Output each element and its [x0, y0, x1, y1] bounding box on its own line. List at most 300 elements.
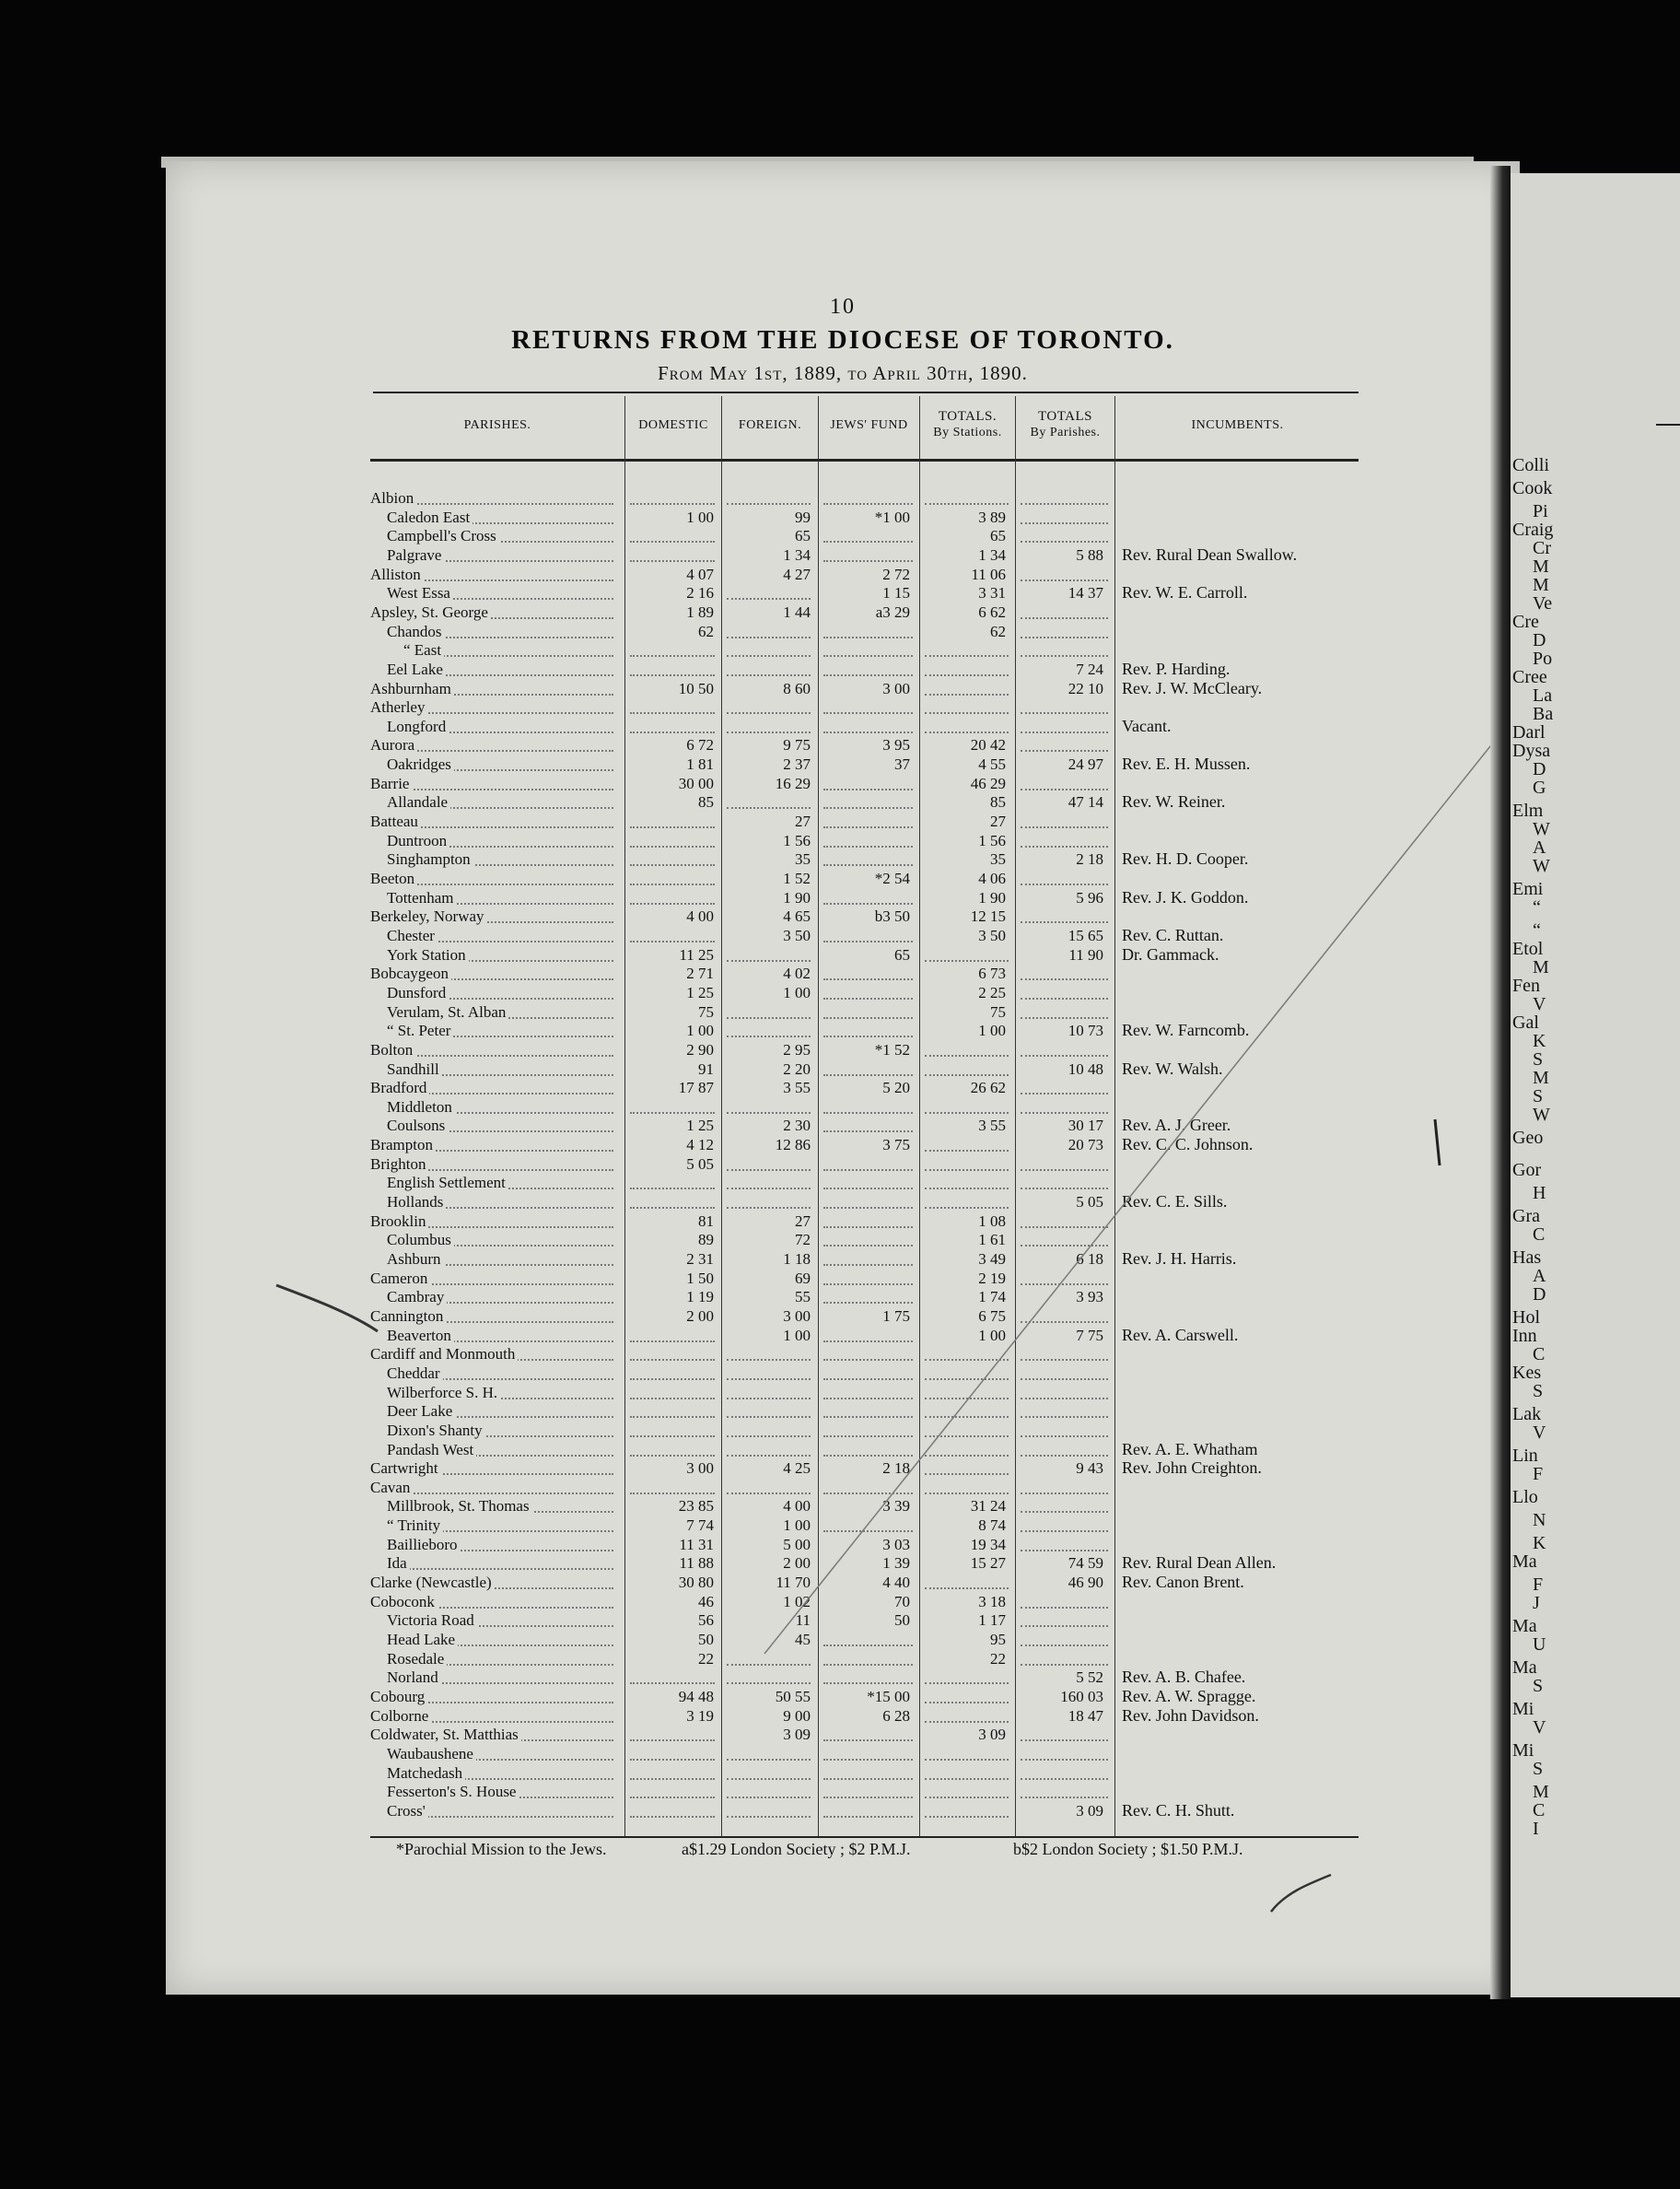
jews-value: *2 54 — [874, 870, 910, 887]
stations-value: 26 62 — [970, 1079, 1006, 1097]
parishes-value: 30 17 — [1068, 1117, 1103, 1135]
domestic-value: 10 50 — [678, 679, 714, 697]
jews-value: 2 18 — [882, 1459, 910, 1478]
parishes-value: 6 18 — [1076, 1250, 1103, 1268]
stations-value: 22 — [990, 1649, 1006, 1668]
domestic-value: 2 90 — [686, 1040, 714, 1059]
domestic-value: 11 88 — [679, 1554, 714, 1573]
parishes-value: 46 90 — [1068, 1574, 1103, 1592]
header-totals-stations-sub: By Stations. — [933, 426, 1002, 439]
stations-value: 2 25 — [978, 983, 1006, 1001]
facing-page-line: S — [1533, 1086, 1544, 1106]
foreign-value: 27 — [795, 1212, 811, 1230]
parish-name: “ Trinity — [387, 1516, 443, 1534]
parish-name: Chester — [387, 927, 438, 944]
domestic-value: 62 — [698, 622, 714, 640]
facing-page-line: Gor — [1512, 1160, 1542, 1180]
parish-name: Campbell's Cross — [387, 527, 499, 544]
stations-value: 11 06 — [971, 565, 1006, 583]
foreign-value: 1 00 — [783, 983, 811, 1001]
stations-value: 3 09 — [978, 1726, 1006, 1744]
stations-value: 1 90 — [978, 888, 1006, 907]
facing-page-line: F — [1533, 1574, 1544, 1595]
domestic-value: 23 85 — [678, 1497, 714, 1516]
jews-value: 3 95 — [882, 736, 910, 755]
domestic-value: 1 81 — [686, 755, 714, 774]
incumbent-name: Rev. P. Harding. — [1122, 659, 1231, 678]
incumbent-name: Rev. John Davidson. — [1122, 1705, 1259, 1725]
parishes-value: 47 14 — [1068, 793, 1103, 812]
foreign-value: 2 00 — [783, 1554, 811, 1573]
facing-page-line: D — [1533, 630, 1546, 650]
parish-name: York Station — [387, 946, 469, 964]
incumbent-name: Rev. E. H. Mussen. — [1122, 755, 1251, 774]
parish-name: Apsley, St. George — [370, 603, 491, 621]
stations-value: 4 55 — [978, 755, 1006, 774]
foreign-value: 11 — [795, 1611, 811, 1630]
facing-page-line: Kes — [1512, 1363, 1542, 1383]
header-domestic: DOMESTIC — [638, 418, 708, 432]
foreign-value: 5 00 — [783, 1535, 811, 1553]
stations-value: 3 18 — [978, 1592, 1006, 1610]
jews-value: *1 52 — [874, 1040, 910, 1059]
domestic-value: 85 — [698, 793, 714, 812]
parish-name: Verulam, St. Alban — [387, 1003, 508, 1021]
facing-page-line: Colli — [1512, 455, 1550, 475]
stations-value: 1 08 — [978, 1212, 1006, 1230]
foreign-value: 2 95 — [783, 1040, 811, 1059]
domestic-value: 22 — [698, 1649, 714, 1668]
domestic-value: 94 48 — [678, 1687, 714, 1705]
facing-page-line: H — [1533, 1183, 1546, 1203]
stations-value: 35 — [990, 850, 1006, 869]
parish-name: Berkeley, Norway — [370, 907, 487, 925]
foreign-value: 2 20 — [783, 1059, 811, 1078]
facing-page-line: G — [1533, 778, 1546, 798]
facing-page-line: Ve — [1533, 593, 1553, 614]
parish-name: Fesserton's S. House — [387, 1783, 519, 1800]
incumbent-name: Rev. W. Farncomb. — [1122, 1021, 1250, 1040]
parish-name: Wilberforce S. H. — [387, 1384, 500, 1401]
parish-name: “ East — [403, 641, 444, 659]
foreign-value: 4 02 — [783, 965, 811, 983]
jews-value: 50 — [894, 1611, 910, 1630]
domestic-value: 75 — [698, 1002, 714, 1021]
parish-name: Head Lake — [387, 1631, 458, 1648]
facing-page-line: Ba — [1533, 704, 1554, 724]
parishes-value: 9 43 — [1076, 1459, 1103, 1478]
jews-value: 6 28 — [882, 1706, 910, 1725]
incumbent-name: Rev. C. H. Shutt. — [1122, 1800, 1235, 1820]
jews-value: *15 00 — [867, 1687, 910, 1705]
parish-name: Cross' — [387, 1802, 428, 1820]
parish-name: Dixon's Shanty — [387, 1422, 485, 1439]
parish-name: Alliston — [370, 566, 424, 583]
parish-name: Albion — [370, 489, 416, 507]
parish-name: Sandhill — [387, 1060, 442, 1078]
parishes-value: 3 09 — [1076, 1801, 1103, 1820]
parish-name: Waubaushene — [387, 1745, 476, 1762]
header-parishes: PARISHES. — [463, 418, 531, 432]
foreign-value: 4 27 — [783, 565, 811, 583]
stations-value: 3 31 — [978, 584, 1006, 603]
foreign-value: 27 — [795, 813, 811, 831]
facing-page-line: M — [1533, 957, 1549, 977]
parish-name: Pandash West — [387, 1441, 476, 1458]
facing-page-line: Inn — [1512, 1326, 1537, 1346]
domestic-value: 2 31 — [686, 1250, 714, 1268]
incumbent-name: Rev. W. Reiner. — [1122, 792, 1226, 812]
domestic-value: 30 80 — [678, 1574, 714, 1592]
parish-name: Cardiff and Monmouth — [370, 1345, 518, 1363]
domestic-value: 1 25 — [686, 1117, 714, 1135]
stations-value: 27 — [990, 813, 1006, 831]
parish-name: Coulsons — [387, 1117, 448, 1134]
foreign-value: 16 29 — [775, 774, 811, 792]
facing-page-line: U — [1533, 1634, 1546, 1655]
stations-value: 46 29 — [970, 774, 1006, 792]
parishes-value: 15 65 — [1068, 926, 1103, 944]
jews-value: 70 — [894, 1592, 910, 1610]
parishes-value: 22 10 — [1068, 679, 1103, 697]
facing-page-line: Lin — [1512, 1446, 1538, 1466]
parishes-value: 7 75 — [1076, 1326, 1103, 1344]
stations-value: 20 42 — [970, 736, 1006, 755]
header-foreign: FOREIGN. — [738, 418, 802, 432]
parish-name: Chandos — [387, 623, 445, 640]
incumbent-name: Rev. Rural Dean Swallow. — [1122, 544, 1298, 564]
foreign-value: 9 75 — [783, 736, 811, 755]
parish-name: Cameron — [370, 1270, 430, 1287]
facing-page-line: Craig — [1512, 520, 1554, 540]
facing-page-line: C — [1533, 1344, 1546, 1364]
facing-page-line: N — [1533, 1510, 1546, 1530]
incumbent-name: Rev. J. H. Harris. — [1122, 1249, 1237, 1268]
foreign-value: 8 60 — [783, 679, 811, 697]
stations-value: 1 61 — [978, 1231, 1006, 1249]
domestic-value: 91 — [698, 1059, 714, 1078]
jews-value: a3 29 — [875, 603, 910, 621]
jews-value: 4 40 — [882, 1574, 910, 1592]
jews-value: 3 03 — [882, 1535, 910, 1553]
facing-page-line: K — [1533, 1533, 1546, 1553]
facing-page-line: M — [1533, 556, 1549, 577]
parish-name: “ St. Peter — [387, 1022, 453, 1039]
facing-page-line: V — [1533, 994, 1546, 1014]
facing-page-line: C — [1533, 1800, 1546, 1820]
incumbent-name: Rev. W. E. Carroll. — [1122, 583, 1248, 603]
foreign-value: 55 — [795, 1288, 811, 1306]
footnote-a: a$1.29 London Society ; $2 P.M.J. — [682, 1840, 911, 1858]
parish-name: Allandale — [387, 793, 450, 811]
domestic-value: 2 00 — [686, 1306, 714, 1325]
facing-page-line: Mi — [1512, 1740, 1534, 1761]
jews-value: *1 00 — [874, 508, 910, 526]
domestic-value: 4 00 — [686, 907, 714, 926]
foreign-value: 4 25 — [783, 1459, 811, 1478]
parish-name: Cannington — [370, 1307, 446, 1325]
facing-page-line: W — [1533, 856, 1550, 876]
incumbent-name: Rev. A. Carswell. — [1122, 1325, 1239, 1344]
page-number: 10 — [830, 295, 856, 319]
pencil-mark-overlay — [166, 161, 1520, 1995]
parish-name: Caledon East — [387, 509, 472, 526]
domestic-value: 5 05 — [686, 1154, 714, 1173]
parish-name: Barrie — [370, 775, 412, 792]
incumbent-name: Rev. A. W. Spragge. — [1122, 1686, 1256, 1705]
facing-page-line: A — [1533, 837, 1546, 858]
facing-page-line: D — [1533, 1284, 1546, 1305]
foreign-value: 9 00 — [783, 1706, 811, 1725]
parish-name: Cambray — [387, 1288, 447, 1305]
facing-page-line: Darl — [1512, 722, 1546, 743]
parish-name: Cavan — [370, 1479, 413, 1496]
incumbent-name: Rev. John Creighton. — [1122, 1458, 1262, 1478]
incumbent-name: Rev. A. J. Greer. — [1122, 1116, 1231, 1135]
facing-page-line: S — [1533, 1676, 1544, 1696]
parish-name: Cobourg — [370, 1688, 427, 1705]
facing-page-line: S — [1533, 1759, 1544, 1779]
domestic-value: 50 — [698, 1631, 714, 1648]
jews-value: 3 39 — [882, 1497, 910, 1516]
jews-value: 37 — [894, 755, 910, 774]
parish-name: Coldwater, St. Matthias — [370, 1726, 521, 1743]
parish-name: Brampton — [370, 1136, 436, 1153]
stations-value: 3 55 — [978, 1117, 1006, 1135]
parishes-value: 18 47 — [1068, 1706, 1103, 1725]
incumbent-name: Rev. W. Walsh. — [1122, 1059, 1223, 1078]
parishes-value: 10 48 — [1068, 1059, 1103, 1078]
facing-page-line: Mi — [1512, 1699, 1534, 1719]
jews-value: 1 39 — [882, 1554, 910, 1573]
stations-value: 62 — [990, 622, 1006, 640]
facing-page-line: Gra — [1512, 1206, 1540, 1226]
stations-value: 1 74 — [978, 1288, 1006, 1306]
domestic-value: 6 72 — [686, 736, 714, 755]
incumbent-name: Rev. Canon Brent. — [1122, 1573, 1244, 1592]
stations-value: 3 49 — [978, 1250, 1006, 1268]
facing-page-line: Has — [1512, 1247, 1542, 1268]
foreign-value: 99 — [795, 508, 811, 526]
domestic-value: 1 19 — [686, 1288, 714, 1306]
facing-page-line: F — [1533, 1464, 1544, 1484]
parish-name: West Essa — [387, 584, 453, 602]
foreign-value: 50 55 — [775, 1687, 811, 1705]
foreign-value: 1 90 — [783, 888, 811, 907]
facing-page-line: Po — [1533, 649, 1553, 669]
parishes-value: 160 03 — [1060, 1687, 1103, 1705]
domestic-value: 1 50 — [686, 1269, 714, 1287]
domestic-value: 4 07 — [686, 565, 714, 583]
incumbent-name: Rev. A. B. Chafee. — [1122, 1668, 1246, 1687]
incumbent-name: Rev. H. D. Cooper. — [1122, 849, 1249, 869]
parish-name: Duntroon — [387, 832, 449, 849]
facing-page-line: M — [1533, 575, 1549, 595]
parishes-value: 14 37 — [1068, 584, 1103, 603]
ink-scratch-right — [1435, 1119, 1440, 1165]
parishes-value: 74 59 — [1068, 1554, 1103, 1573]
stations-value: 1 34 — [978, 545, 1006, 564]
stations-value: 8 74 — [978, 1516, 1006, 1535]
incumbent-name: Rev. J. W. McCleary. — [1122, 678, 1263, 697]
footnote-parochial-mission: *Parochial Mission to the Jews. — [396, 1840, 607, 1858]
foreign-value: 1 02 — [783, 1592, 811, 1610]
header-jews-fund: JEWS' FUND — [830, 418, 908, 432]
foreign-value: 65 — [795, 527, 811, 545]
parish-name: Singhampton — [387, 850, 473, 868]
parish-name: Deer Lake — [387, 1402, 455, 1420]
foreign-value: 3 09 — [783, 1726, 811, 1744]
stations-value: 1 00 — [978, 1326, 1006, 1344]
facing-page-line: “ — [1533, 897, 1541, 918]
parish-name: Cheddar — [387, 1364, 443, 1382]
facing-page-line: Fen — [1512, 976, 1540, 996]
facing-page-line: M — [1533, 1068, 1549, 1088]
stations-value: 4 06 — [978, 870, 1006, 887]
stations-value: 1 56 — [978, 831, 1006, 849]
foreign-value: 2 37 — [783, 755, 811, 774]
parish-name: Rosedale — [387, 1650, 447, 1668]
foreign-value: 4 00 — [783, 1497, 811, 1516]
footnote-b: b$2 London Society ; $1.50 P.M.J. — [1013, 1840, 1243, 1858]
parish-name: Clarke (Newcastle) — [370, 1574, 495, 1591]
jews-value: 3 00 — [882, 679, 910, 697]
parishes-value: 5 52 — [1076, 1668, 1103, 1687]
incumbent-name: Rev. J. K. Goddon. — [1122, 887, 1249, 907]
stations-value: 15 27 — [970, 1554, 1006, 1573]
parish-name: Ashburnham — [370, 680, 454, 697]
foreign-value: 3 50 — [783, 926, 811, 944]
facing-page-line: Emi — [1512, 879, 1544, 899]
parish-name: Norland — [387, 1668, 441, 1686]
parish-name: Middleton — [387, 1098, 455, 1116]
stations-value: 75 — [990, 1002, 1006, 1021]
foreign-value: 1 44 — [783, 603, 811, 621]
jews-value: 2 72 — [882, 565, 910, 583]
parish-name: Bobcaygeon — [370, 965, 451, 982]
facing-page-line: Dysa — [1512, 741, 1551, 761]
facing-page-line: V — [1533, 1717, 1546, 1738]
facing-page-line: Hol — [1512, 1307, 1540, 1328]
foreign-value: 3 00 — [783, 1306, 811, 1325]
header-totals-parishes-label: TOTALS — [1037, 409, 1093, 424]
parish-name: Ashburn — [387, 1250, 444, 1268]
parishes-value: 20 73 — [1068, 1136, 1103, 1154]
parish-name: Victoria Road — [387, 1611, 477, 1629]
facing-page-line: W — [1533, 819, 1550, 839]
domestic-value: 3 19 — [686, 1706, 714, 1725]
domestic-value: 1 89 — [686, 603, 714, 621]
ink-scratch-bottom — [1271, 1875, 1331, 1912]
foreign-value: 12 86 — [775, 1136, 811, 1154]
parishes-value: 5 96 — [1076, 888, 1103, 907]
foreign-value: 45 — [795, 1631, 811, 1648]
domestic-value: 56 — [698, 1611, 714, 1630]
header-totals-stations-label: TOTALS. — [938, 409, 998, 424]
jews-value: 5 20 — [882, 1079, 910, 1097]
foreign-value: 69 — [795, 1269, 811, 1287]
stations-value: 95 — [990, 1631, 1006, 1648]
domestic-value: 11 25 — [679, 945, 714, 964]
parish-name: Millbrook, St. Thomas — [387, 1497, 532, 1515]
domestic-value: 81 — [698, 1212, 714, 1230]
facing-page-line: S — [1533, 1049, 1544, 1070]
parishes-value: 2 18 — [1076, 850, 1103, 869]
jews-value: 3 75 — [882, 1136, 910, 1154]
incumbent-name: Rev. C. E. Sills. — [1122, 1192, 1228, 1212]
incumbent-name: Rev. C. C. Johnson. — [1122, 1135, 1254, 1154]
foreign-value: 72 — [795, 1231, 811, 1249]
parish-name: Aurora — [370, 736, 417, 754]
domestic-value: 3 00 — [686, 1459, 714, 1478]
parish-name: Ida — [387, 1554, 410, 1572]
parishes-value: 3 93 — [1076, 1288, 1103, 1306]
foreign-value: 3 55 — [783, 1079, 811, 1097]
incumbent-name: Rev. A. E. Whatham — [1122, 1439, 1258, 1458]
parish-name: Columbus — [387, 1231, 454, 1248]
parish-name: Brooklin — [370, 1212, 428, 1230]
domestic-value: 4 12 — [686, 1136, 714, 1154]
facing-page-line: Cook — [1512, 478, 1553, 498]
stations-value: 1 00 — [978, 1022, 1006, 1040]
facing-page-line: La — [1533, 685, 1553, 706]
parish-name: Brighton — [370, 1155, 428, 1173]
parish-name: Bradford — [370, 1079, 429, 1096]
stations-value: 85 — [990, 793, 1006, 812]
book-gutter — [1490, 166, 1511, 1999]
domestic-value: 2 16 — [686, 584, 714, 603]
parish-name: Oakridges — [387, 755, 454, 773]
foreign-value: 35 — [795, 850, 811, 869]
stations-value: 3 50 — [978, 926, 1006, 944]
page-subtitle: From May 1st, 1889, to April 30th, 1890. — [658, 362, 1028, 384]
facing-page-line: Etol — [1512, 939, 1544, 959]
header-incumbents: INCUMBENTS. — [1191, 418, 1284, 432]
jews-value: 1 15 — [882, 584, 910, 603]
diagonal-pencil-line — [764, 732, 1501, 1654]
stations-value: 2 19 — [978, 1269, 1006, 1287]
stations-value: 12 15 — [970, 907, 1006, 926]
stations-value: 65 — [990, 527, 1006, 545]
ink-scratch-left — [276, 1285, 378, 1331]
parish-name: Batteau — [370, 813, 421, 830]
domestic-value: 11 31 — [679, 1535, 714, 1553]
foreign-value: 1 00 — [783, 1516, 811, 1535]
parish-name: Longford — [387, 718, 449, 735]
domestic-value: 1 00 — [686, 508, 714, 526]
domestic-value: 89 — [698, 1231, 714, 1249]
parishes-value: 7 24 — [1076, 660, 1103, 678]
parish-name: Colborne — [370, 1707, 431, 1725]
facing-page-rule — [1656, 424, 1680, 426]
jews-value: 65 — [894, 945, 910, 964]
parishes-value: 11 90 — [1068, 945, 1103, 964]
facing-page-line: Cre — [1512, 612, 1539, 632]
facing-page-line: I — [1533, 1819, 1539, 1839]
parish-name: Matchedash — [387, 1764, 465, 1782]
facing-page-line: Cree — [1512, 667, 1547, 687]
domestic-value: 2 71 — [686, 965, 714, 983]
facing-page-line: K — [1533, 1031, 1546, 1051]
stations-value: 31 24 — [970, 1497, 1006, 1516]
stations-value: 6 62 — [978, 603, 1006, 621]
facing-page-line: Gal — [1512, 1013, 1539, 1033]
parish-name: Palgrave — [387, 546, 444, 564]
facing-page-line: M — [1533, 1782, 1549, 1802]
domestic-value: 1 00 — [686, 1022, 714, 1040]
foreign-value: 11 70 — [776, 1574, 811, 1592]
facing-page-line: Pi — [1533, 501, 1548, 521]
